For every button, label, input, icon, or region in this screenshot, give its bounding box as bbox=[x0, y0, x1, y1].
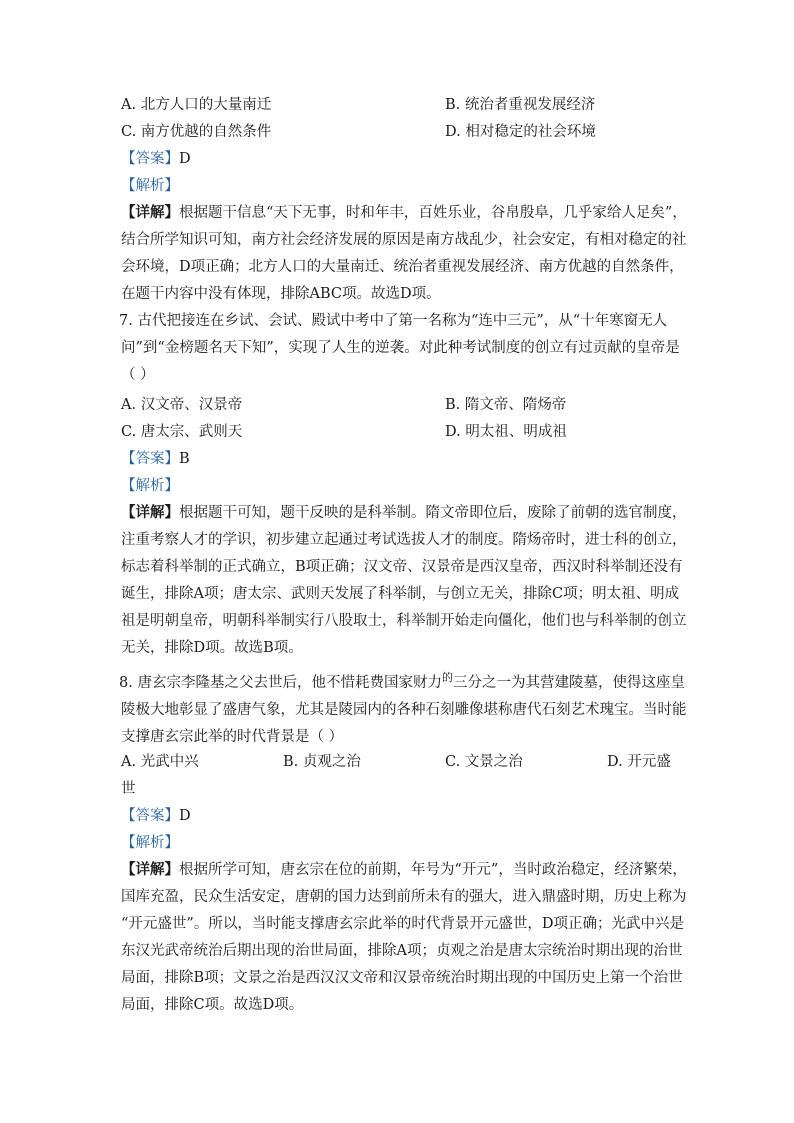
q6-detail-line: 会环境，D项正确；北方人口的大量南迁、统治者重视发展经济、南方优越的自然条件， bbox=[121, 259, 684, 275]
detail-tag: 【详解】 bbox=[121, 861, 179, 878]
detail-tag: 【详解】 bbox=[121, 504, 179, 521]
q7-detail-line bbox=[121, 504, 687, 522]
q8-answer bbox=[121, 807, 191, 825]
q8-stem-line: 陵极大地彰显了盛唐气象，尤其是陵园内的各种石刻雕像堪称唐代石刻艺术瑰宝。当时能 bbox=[121, 702, 687, 718]
q7-option-d: D. 明太祖、明成祖 bbox=[445, 424, 567, 440]
q8-option-b: B. 贞观之治 bbox=[283, 754, 361, 770]
q7-detail-line: 无关，排除D项。故选B项。 bbox=[121, 640, 303, 656]
answer-tag: 【答案】 bbox=[121, 451, 179, 467]
q7-detail-line: 注重考察人才的学识，初步建立起通过考试选拔人才的制度。隋炀帝时，进士科的创立， bbox=[121, 532, 687, 548]
detail-tag: 【详解】 bbox=[121, 204, 179, 221]
answer-tag: 【答案】 bbox=[121, 151, 179, 167]
q6-answer bbox=[121, 150, 191, 168]
q8-detail-line bbox=[121, 861, 687, 879]
answer-value: D bbox=[179, 151, 191, 167]
answer-value: D bbox=[179, 808, 191, 824]
q6-detail-line: 结合所学知识可知，南方社会经济发展的原因是南方战乱少，社会安定，有相对稳定的社 bbox=[121, 232, 687, 248]
q7-option-c: C. 唐太宗、武则天 bbox=[121, 424, 243, 440]
q8-stem-line: 支撑唐玄宗此举的时代背景是（ ） bbox=[121, 729, 344, 745]
q6-detail-line: 在题干内容中没有体现，排除ABC项。故选D项。 bbox=[121, 286, 441, 302]
q7-detail-line: 祖是明朝皇帝，明朝科举制实行八股取士，科举制开始走向僵化，他们也与科举制的创立 bbox=[121, 613, 687, 629]
q7-option-b: B. 隋文帝、隋炀帝 bbox=[445, 397, 567, 413]
detail-text: 根据题干可知，题干反映的是科举制。隋文帝即位后，废除了前朝的选官制度， bbox=[179, 505, 687, 521]
q8-detail-line: 局面，排除C项。故选D项。 bbox=[121, 997, 304, 1013]
q7-stem-line: 7. 古代把接连在乡试、会试、殿试中考中了第一名称为“连中三元”，从“十年寒窗无人 bbox=[119, 313, 668, 329]
q6-detail-line bbox=[121, 204, 687, 222]
q7-answer bbox=[121, 450, 190, 468]
q7-option-a: A. 汉文帝、汉景帝 bbox=[121, 397, 243, 413]
q6-option-d: D. 相对稳定的社会环境 bbox=[445, 124, 596, 140]
q6-analysis-tag: 【解析】 bbox=[121, 178, 179, 194]
q7-stem-line: （ ） bbox=[121, 367, 155, 383]
q7-stem-line: 问”到“金榜题名天下知”，实现了人生的逆袭。对此种考试制度的创立有过贡献的皇帝是 bbox=[121, 340, 680, 356]
answer-value: B bbox=[179, 451, 190, 467]
q6-option-a: A. 北方人口的大量南迁 bbox=[121, 97, 272, 113]
q8-detail-line: 局面，排除B项；文景之治是西汉汉文帝和汉景帝统治时期出现的中国历史上第一个治世 bbox=[121, 970, 683, 986]
q8-option-c: C. 文景之治 bbox=[445, 754, 523, 770]
q8-stem-part: 8. 唐玄宗李隆基之父去世后，他不惜耗费国家财力 bbox=[119, 675, 442, 691]
q8-detail-line: “开元盛世”。所以，当时能支撑唐玄宗此举的时代背景开元盛世，D项正确；光武中兴是 bbox=[121, 916, 684, 932]
q6-option-c: C. 南方优越的自然条件 bbox=[121, 124, 272, 140]
answer-tag: 【答案】 bbox=[121, 808, 179, 824]
q8-detail-line: 国库充盈，民众生活安定，唐朝的国力达到前所未有的强大，进入鼎盛时期，历史上称为 bbox=[121, 889, 687, 905]
q8-stem-line bbox=[119, 671, 685, 693]
q7-detail-line: 诞生，排除A项；唐太宗、武则天发展了科举制，与创立无关，排除C项；明太祖、明成 bbox=[121, 586, 680, 602]
q8-detail-line: 东汉光武帝统治后期出现的治世局面，排除A项；贞观之治是唐太宗统治时期出现的治世 bbox=[121, 943, 683, 959]
q8-option-a: A. 光武中兴 bbox=[121, 754, 199, 770]
q8-option-d-wrap: 世 bbox=[121, 781, 136, 797]
detail-text: 根据所学可知，唐玄宗在位的前期，年号为“开元”，当时政治稳定，经济繁荣， bbox=[179, 862, 687, 878]
q8-analysis-tag: 【解析】 bbox=[121, 835, 179, 851]
q7-analysis-tag: 【解析】 bbox=[121, 478, 179, 494]
q7-detail-line: 标志着科举制的正式确立，B项正确；汉文帝、汉景帝是西汉皇帝，西汉时科举制还没有 bbox=[121, 559, 683, 575]
q8-stem-superscript: 的 bbox=[441, 671, 453, 684]
q8-option-d: D. 开元盛 bbox=[607, 754, 671, 770]
detail-text: 根据题干信息“天下无事，时和年丰，百姓乐业，谷帛殷阜，几乎家给人足矣”， bbox=[179, 205, 687, 221]
q8-stem-part: 三分之一为其营建陵墓，使得这座皇 bbox=[452, 675, 685, 691]
q6-option-b: B. 统治者重视发展经济 bbox=[445, 97, 596, 113]
